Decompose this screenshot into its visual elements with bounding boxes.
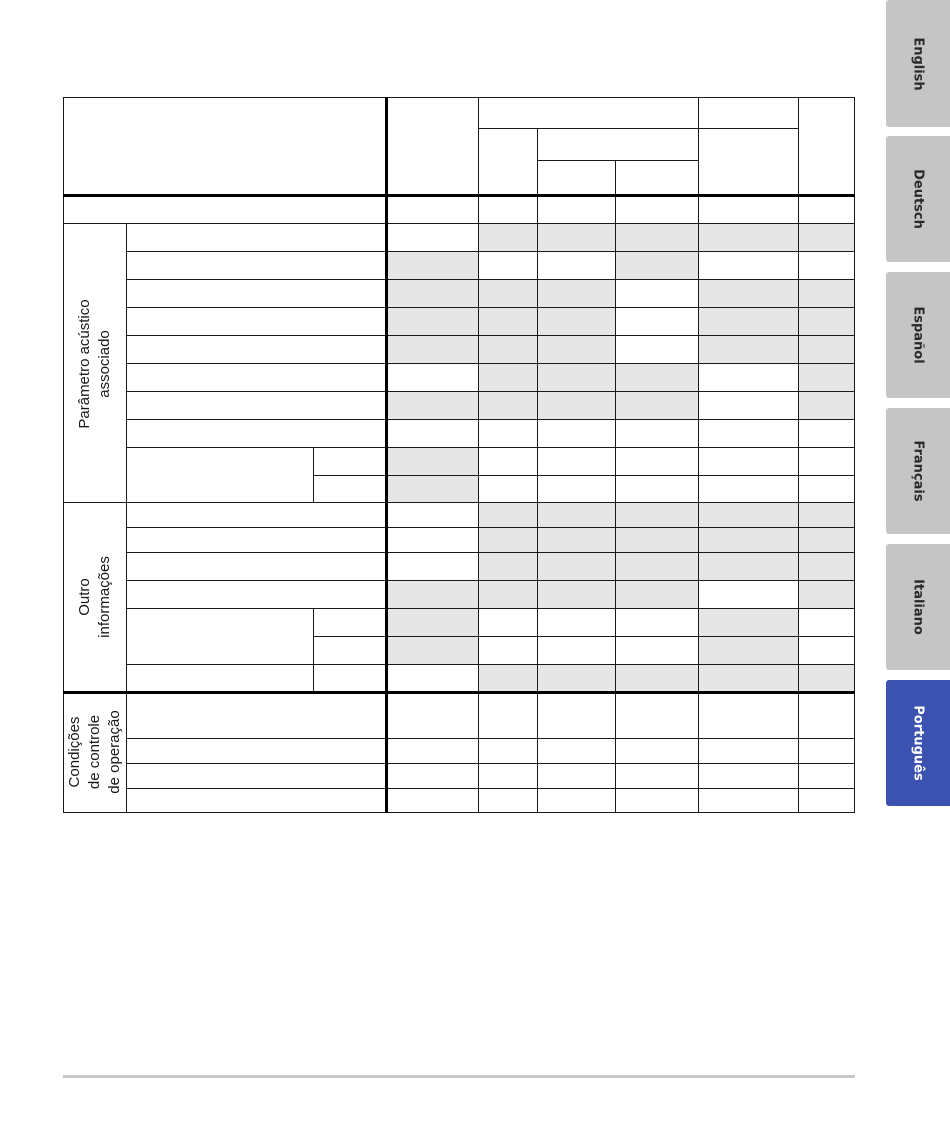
table-cell	[479, 364, 538, 392]
table-cell	[538, 553, 616, 581]
table-cell	[616, 528, 699, 553]
table-cell	[799, 637, 855, 665]
header-cell	[799, 97, 855, 195]
table-cell	[699, 637, 799, 665]
table-cell	[387, 224, 479, 252]
table-cell	[479, 739, 538, 764]
row-label	[127, 448, 314, 503]
table-cell	[538, 420, 616, 448]
table-cell	[479, 665, 538, 692]
table-cell	[387, 476, 479, 503]
tab-label: Français	[910, 440, 926, 502]
table-cell	[538, 280, 616, 308]
table-cell	[799, 581, 855, 609]
table-cell	[538, 476, 616, 503]
table-cell	[799, 764, 855, 789]
table-divider	[385, 97, 388, 813]
table-cell	[479, 553, 538, 581]
table-cell	[699, 764, 799, 789]
table-cell	[479, 252, 538, 280]
row-label	[127, 224, 387, 252]
row-label	[127, 764, 387, 789]
table-cell	[387, 764, 479, 789]
table-cell	[387, 789, 479, 813]
table-cell	[387, 448, 479, 476]
row-label	[127, 308, 387, 336]
table-cell	[538, 609, 616, 637]
row-label	[127, 364, 387, 392]
table-cell	[479, 789, 538, 813]
table-cell	[538, 692, 616, 739]
table-cell	[799, 609, 855, 637]
table-cell	[616, 448, 699, 476]
table-cell	[387, 392, 479, 420]
table-cell	[479, 195, 538, 224]
table-cell	[479, 476, 538, 503]
table-cell	[538, 665, 616, 692]
table-cell	[799, 476, 855, 503]
table-cell	[479, 280, 538, 308]
table-cell	[387, 739, 479, 764]
table-cell	[616, 581, 699, 609]
row-label	[127, 280, 387, 308]
table-cell	[799, 420, 855, 448]
table-cell	[699, 739, 799, 764]
tab-label: Deutsch	[910, 169, 926, 229]
header-cell	[387, 97, 479, 195]
table-cell	[616, 665, 699, 692]
row-label	[127, 420, 387, 448]
row-label	[63, 195, 387, 224]
row-label	[314, 476, 387, 503]
table-cell	[616, 764, 699, 789]
table-cell	[799, 336, 855, 364]
table-cell	[699, 665, 799, 692]
header-cell	[699, 129, 799, 195]
section-label-line: de controle	[86, 714, 103, 790]
table-cell	[479, 308, 538, 336]
table-cell	[616, 739, 699, 764]
row-label	[314, 609, 387, 637]
table-cell	[479, 692, 538, 739]
table-cell	[387, 195, 479, 224]
table-cell	[538, 581, 616, 609]
table-cell	[799, 308, 855, 336]
table-cell	[387, 252, 479, 280]
table-cell	[538, 336, 616, 364]
table-cell	[799, 195, 855, 224]
section-label-line: de operação	[106, 710, 123, 794]
header-cell	[479, 129, 538, 195]
header-cell	[699, 97, 799, 129]
table-cell	[387, 503, 479, 528]
section-label-other	[75, 556, 115, 638]
table-cell	[538, 739, 616, 764]
table-cell	[699, 528, 799, 553]
table-cell	[538, 503, 616, 528]
table-cell	[699, 476, 799, 503]
section-label-line: informações	[96, 556, 113, 638]
table-cell	[616, 392, 699, 420]
section-label-line: Outro	[76, 578, 93, 616]
table-cell	[538, 528, 616, 553]
table-cell	[538, 195, 616, 224]
table-cell	[699, 789, 799, 813]
table-cell	[479, 528, 538, 553]
section-label-line: Condições	[66, 716, 83, 788]
table-cell	[699, 503, 799, 528]
header-cell	[63, 97, 387, 195]
table-cell	[538, 364, 616, 392]
table-cell	[799, 692, 855, 739]
table-cell	[699, 581, 799, 609]
table-cell	[538, 789, 616, 813]
row-label	[127, 609, 314, 665]
table-cell	[538, 448, 616, 476]
table-cell	[387, 665, 479, 692]
table-cell	[699, 448, 799, 476]
table-cell	[699, 420, 799, 448]
table-cell	[699, 392, 799, 420]
table-cell	[616, 364, 699, 392]
table-cell	[387, 692, 479, 739]
table-cell	[699, 224, 799, 252]
table-cell	[616, 224, 699, 252]
table-cell	[699, 336, 799, 364]
table-cell	[387, 364, 479, 392]
table-cell	[616, 280, 699, 308]
table-cell	[387, 336, 479, 364]
table-cell	[799, 364, 855, 392]
table-cell	[616, 336, 699, 364]
footer-rule	[63, 1075, 855, 1078]
row-label	[127, 665, 314, 692]
table-cell	[699, 553, 799, 581]
table-cell	[387, 553, 479, 581]
table-cell	[538, 764, 616, 789]
table-cell	[538, 308, 616, 336]
table-cell	[799, 224, 855, 252]
tab-label: Español	[910, 306, 926, 364]
tab-label: Português	[910, 705, 926, 781]
table-cell	[387, 280, 479, 308]
table-cell	[799, 665, 855, 692]
table-cell	[799, 503, 855, 528]
table-cell	[479, 637, 538, 665]
table-cell	[616, 789, 699, 813]
section-label-acoustic	[75, 299, 115, 428]
row-label	[127, 528, 387, 553]
table-cell	[479, 503, 538, 528]
table-cell	[616, 420, 699, 448]
table-cell	[479, 581, 538, 609]
table-cell	[387, 581, 479, 609]
table-cell	[616, 503, 699, 528]
row-label	[127, 252, 387, 280]
row-label	[127, 581, 387, 609]
table-cell	[799, 448, 855, 476]
table-cell	[387, 637, 479, 665]
table-cell	[479, 448, 538, 476]
table-cell	[616, 252, 699, 280]
header-cell	[479, 97, 699, 129]
table-cell	[387, 528, 479, 553]
header-cell	[538, 129, 699, 161]
table-cell	[538, 252, 616, 280]
table-cell	[799, 392, 855, 420]
row-label	[127, 692, 387, 739]
table-cell	[387, 420, 479, 448]
header-cell	[538, 161, 616, 195]
table-cell	[479, 392, 538, 420]
row-label	[314, 665, 387, 692]
table-cell	[479, 609, 538, 637]
table-cell	[699, 252, 799, 280]
row-label	[127, 789, 387, 813]
table-cell	[616, 476, 699, 503]
table-cell	[799, 528, 855, 553]
table-cell	[616, 609, 699, 637]
table-divider	[63, 194, 855, 197]
table-cell	[699, 364, 799, 392]
table-cell	[479, 224, 538, 252]
table-cell	[538, 637, 616, 665]
header-cell	[616, 161, 699, 195]
table-cell	[799, 789, 855, 813]
table-cell	[799, 280, 855, 308]
table-cell	[616, 308, 699, 336]
table-cell	[387, 609, 479, 637]
section-label-operating	[65, 710, 125, 793]
row-label	[127, 336, 387, 364]
table-cell	[616, 553, 699, 581]
section-label-line: Parâmetro acústico	[76, 299, 93, 429]
tab-label: Italiano	[910, 579, 926, 635]
table-cell	[699, 692, 799, 739]
table-cell	[616, 692, 699, 739]
table-cell	[799, 252, 855, 280]
table-cell	[699, 195, 799, 224]
table-cell	[699, 308, 799, 336]
table-cell	[479, 764, 538, 789]
table-divider	[63, 691, 855, 694]
row-label	[127, 739, 387, 764]
table-cell	[538, 392, 616, 420]
table-cell	[538, 224, 616, 252]
table-cell	[799, 739, 855, 764]
table-cell	[479, 336, 538, 364]
table-cell	[699, 609, 799, 637]
section-label-line: associado	[96, 330, 113, 398]
row-label	[314, 448, 387, 476]
row-label	[127, 553, 387, 581]
table-cell	[699, 280, 799, 308]
row-label	[127, 503, 387, 528]
table-cell	[616, 637, 699, 665]
table-cell	[616, 195, 699, 224]
row-label	[314, 637, 387, 665]
table-cell	[799, 553, 855, 581]
table-cell	[479, 420, 538, 448]
tab-label: English	[910, 36, 926, 91]
table-cell	[387, 308, 479, 336]
row-label	[127, 392, 387, 420]
